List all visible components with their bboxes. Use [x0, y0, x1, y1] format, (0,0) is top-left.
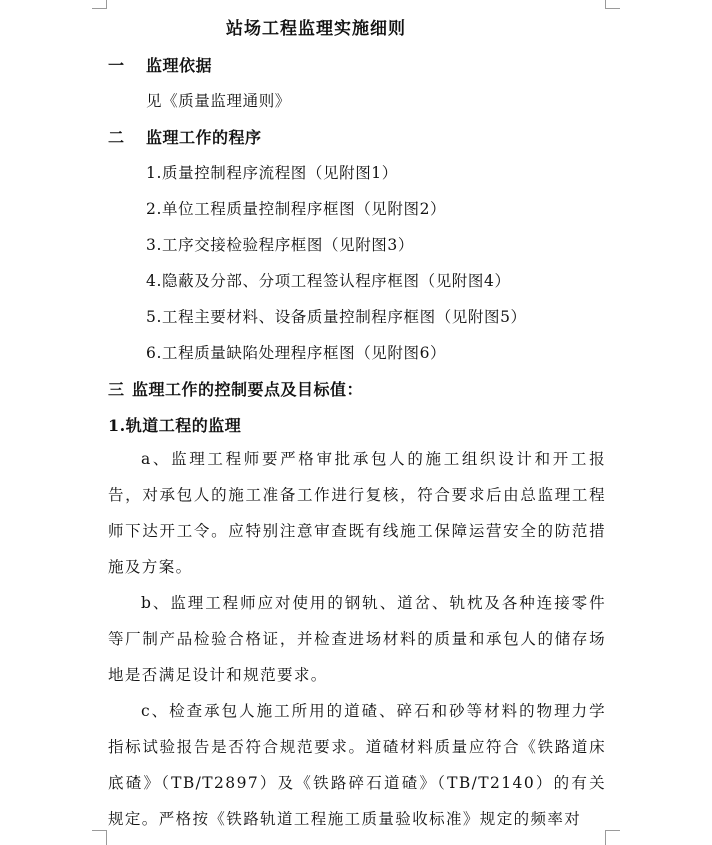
section-heading-procedure	[108, 125, 262, 148]
section-heading-control-points	[108, 377, 363, 400]
paragraph-c	[108, 693, 606, 837]
list-item: 1.质量控制程序流程图（见附图1）	[146, 164, 398, 182]
page-corner-mark	[605, 0, 620, 9]
list-item: 3.工序交接检验程序框图（见附图3）	[146, 236, 414, 254]
subsection-heading: 1.轨道工程的监理	[108, 416, 242, 435]
section-title: 监理依据	[146, 56, 213, 75]
paragraph-text: b、监理工程师应对使用的钢轨、道岔、轨枕及各种连接零件等厂制产品检验合格证，并检查进场材料的质量和承包人的储存场地是否满足设计和规范要求。	[108, 594, 606, 684]
document-title: 站场工程监理实施细则	[226, 19, 406, 39]
list-item: 6.工程质量缺陷处理程序框图（见附图6）	[146, 344, 447, 362]
section-number: 一	[108, 56, 125, 75]
section-heading-basis	[108, 53, 212, 76]
list-item: 2.单位工程质量控制程序框图（见附图2）	[146, 200, 447, 218]
paragraph-text: c、检查承包人施工所用的道碴、碎石和砂等材料的物理力学指标试验报告是否符合规范要求。道碴材料质量应符合《铁路道床底碴》（TB/T2897）及《铁路碎石道碴》（TB/T2140）的有关规定。严格按《铁路轨道工程施工质量验收标准》规定的频率对	[108, 702, 606, 828]
page-corner-mark	[92, 830, 107, 845]
section-title: 监理工作的程序	[146, 128, 262, 147]
list-item: 5.工程主要材料、设备质量控制程序框图（见附图5）	[146, 308, 527, 326]
section-number: 三	[108, 380, 125, 399]
paragraph-b	[108, 585, 606, 693]
page-corner-mark	[92, 0, 107, 9]
page-corner-mark	[605, 830, 620, 845]
section-title: 监理工作的控制要点及目标值：	[132, 380, 364, 399]
paragraph-text: a、监理工程师要严格审批承包人的施工组织设计和开工报告，对承包人的施工准备工作进行复核，符合要求后由总监理工程师下达开工令。应特别注意审查既有线施工保障运营安全的防范措施及方案。	[108, 450, 606, 576]
list-item: 4.隐蔽及分部、分项工程签认程序框图（见附图4）	[146, 272, 511, 290]
paragraph-a	[108, 441, 606, 585]
section-number: 二	[108, 128, 125, 147]
section-body-text: 见《质量监理通则》	[146, 92, 291, 110]
